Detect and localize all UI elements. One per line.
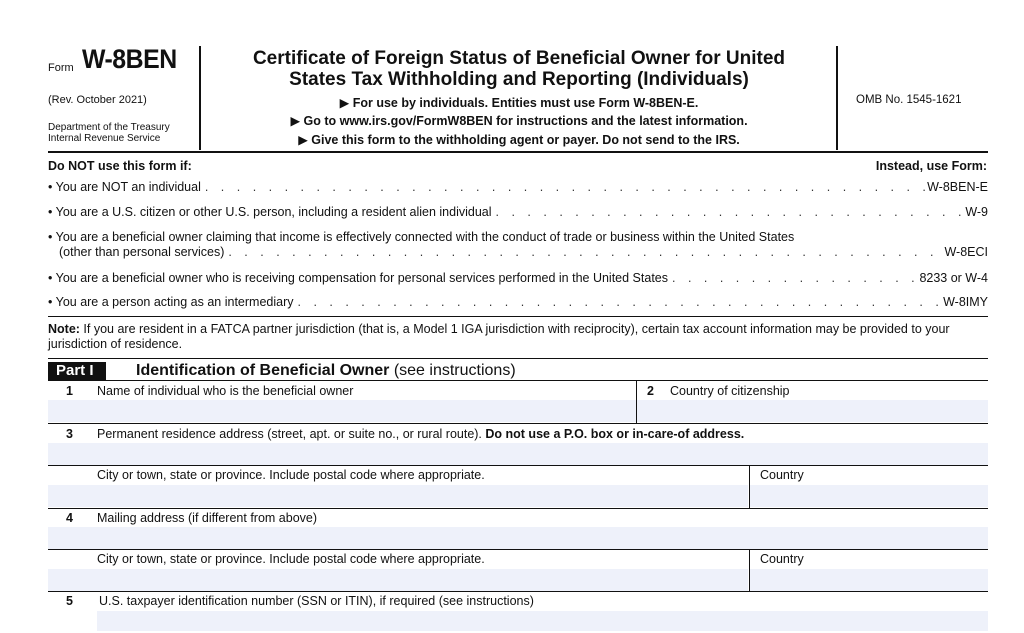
- residence-label-text: Permanent residence address (street, apt. or suite no., or rural route).: [97, 427, 486, 441]
- line-number: 2: [647, 384, 654, 398]
- item-text: • You are a U.S. citizen or other U.S. person, including a resident alien individual: [48, 205, 492, 219]
- instead-use-heading: Instead, use Form:: [875, 159, 987, 173]
- item-text: • You are a beneficial owner who is receiving compensation for personal services performed in the United States: [48, 271, 668, 285]
- form-title: [210, 48, 828, 90]
- item-text: • You are a person acting as an intermediary: [48, 295, 294, 309]
- line-number: 5: [66, 594, 73, 608]
- residence-address-input[interactable]: [48, 443, 988, 465]
- item-text: (other than personal services): [59, 245, 225, 259]
- name-input[interactable]: [48, 400, 636, 422]
- header-bottom-rule: [48, 151, 988, 153]
- field-rule: [48, 465, 988, 466]
- taxpayer-id-input[interactable]: [97, 611, 988, 631]
- country-of-citizenship-input[interactable]: [637, 400, 988, 422]
- field-label-residence-address: [97, 427, 744, 441]
- field-rule: [48, 549, 988, 550]
- leader-dots: [224, 245, 944, 259]
- do-not-use-item: [48, 295, 988, 309]
- field-label-mailing-city: City or town, state or province. Include postal code where appropriate.: [97, 552, 485, 566]
- line-number: 4: [66, 511, 73, 525]
- field-label-mailing-country: Country: [760, 552, 804, 566]
- header-divider-right: [836, 46, 838, 150]
- instruction-line-2: ▶ Go to www.irs.gov/FormW8BEN for instructions and the latest information.: [290, 114, 748, 128]
- instruction-line-3: ▶ Give this form to the withholding agent or payer. Do not send to the IRS.: [298, 133, 740, 147]
- item-text: • You are NOT an individual: [48, 180, 201, 194]
- residence-city-input[interactable]: [48, 485, 748, 507]
- alt-form: W-8IMY: [943, 295, 988, 309]
- part-header-rule: [48, 380, 988, 381]
- note-text: If you are resident in a FATCA partner jurisdiction (that is, a Model 1 IGA jurisdiction with reciprocity), certain tax account information may be provided to your jurisdiction of residence.: [48, 322, 950, 351]
- do-not-use-item-line-1: • You are a beneficial owner claiming that income is effectively connected with the conduct of trade or business within the United States: [48, 230, 795, 244]
- alt-form: 8233 or W-4: [919, 271, 988, 285]
- part-title-text: Identification of Beneficial Owner: [136, 362, 390, 379]
- leader-dots: [201, 180, 927, 194]
- do-not-use-item: [48, 180, 988, 194]
- line-number: 1: [66, 384, 73, 398]
- alt-form: W-8ECI: [944, 245, 988, 259]
- do-not-use-item: [48, 205, 988, 219]
- field-label-name: Name of individual who is the beneficial owner: [97, 384, 354, 398]
- do-not-use-item: [48, 245, 988, 259]
- mailing-address-input[interactable]: [48, 527, 988, 549]
- line-number: 3: [66, 427, 73, 441]
- field-rule: [48, 423, 988, 424]
- instruction-line-1: ▶ For use by individuals. Entities must use Form W-8BEN-E.: [339, 96, 699, 110]
- header-divider-left: [199, 46, 201, 150]
- note-label: Note:: [48, 322, 80, 336]
- department-line-2: Internal Revenue Service: [48, 133, 161, 144]
- section-rule: [48, 316, 988, 317]
- form-label: Form: [48, 62, 74, 74]
- do-not-use-item: [48, 271, 988, 285]
- section-rule: [48, 358, 988, 359]
- field-rule: [48, 591, 988, 592]
- part-title: [136, 362, 516, 380]
- part-label: Part I: [48, 362, 106, 380]
- part-title-sub: (see instructions): [389, 362, 516, 379]
- department-line-1: Department of the Treasury: [48, 122, 170, 133]
- field-label-residence-country: Country: [760, 468, 804, 482]
- form-title-line-2: States Tax Withholding and Reporting (Individuals): [289, 69, 749, 90]
- form-title-line-1: Certificate of Foreign Status of Beneficial Owner for United: [252, 48, 786, 69]
- field-label-mailing-address: Mailing address (if different from above): [97, 511, 318, 525]
- omb-number: OMB No. 1545-1621: [856, 94, 962, 106]
- do-not-use-heading: Do NOT use this form if:: [48, 159, 192, 173]
- alt-form: W-9: [965, 205, 988, 219]
- field-label-taxpayer-id: U.S. taxpayer identification number (SSN or ITIN), if required (see instructions): [99, 594, 534, 608]
- field-rule: [48, 508, 988, 509]
- mailing-city-input[interactable]: [48, 569, 748, 591]
- department-name: [48, 122, 198, 144]
- alt-form: W-8BEN-E: [927, 180, 988, 194]
- fatca-note: [48, 322, 990, 352]
- residence-label-bold: Do not use a P.O. box or in-care-of address.: [485, 427, 745, 441]
- form-revision: (Rev. October 2021): [48, 94, 147, 106]
- leader-dots: [294, 295, 944, 309]
- field-label-citizenship: Country of citizenship: [670, 384, 790, 398]
- form-number: W-8BEN: [82, 44, 177, 74]
- field-label-residence-city: City or town, state or province. Include postal code where appropriate.: [97, 468, 485, 482]
- mailing-country-input[interactable]: [750, 569, 988, 591]
- leader-dots: [492, 205, 966, 219]
- residence-country-input[interactable]: [750, 485, 988, 507]
- leader-dots: [668, 271, 919, 285]
